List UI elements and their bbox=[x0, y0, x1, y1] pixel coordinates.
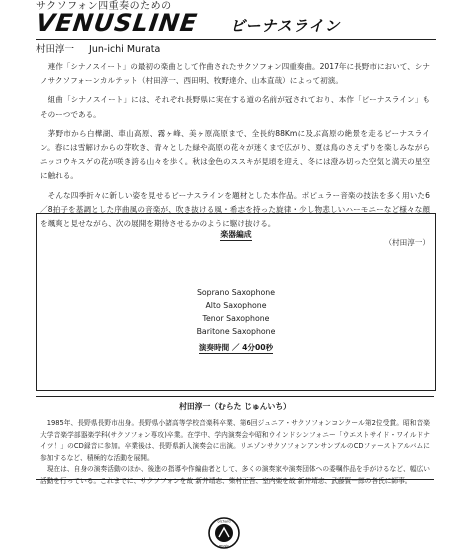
bio-paragraph: 現在は、自身の演奏活動のほか、後進の指導や作編曲者として、多くの演奏家や演奏団体への委嘱作品を手がけるなど、幅広い活動を行っている。これまでに、サクソフォンを故 新井靖志、柴村正吾、室内楽を故 新井靖志、武藤賢一郎の各氏に師事。 bbox=[40, 465, 430, 485]
instrument-item: Soprano Saxophone bbox=[196, 288, 276, 297]
composer-name-ja: 村田淳一 bbox=[36, 44, 75, 55]
title-row bbox=[36, 10, 436, 36]
composer-bio bbox=[36, 396, 434, 485]
brand-title-kana: ビーナスライン bbox=[230, 17, 341, 35]
notes-paragraph: そんな四季折々に新しい姿を見せるビーナスラインを題材とした本作品。ポピュラー音楽の技法を多く用いた6／8拍子を基調とした序曲風の音楽が、吹き抜ける風・希志を持った旋律・少し物悲しいハーモニーなど様々な顔を颯爽と見せながら、次の展開を期待させるかのように駆け抜ける。 bbox=[40, 190, 430, 229]
instrument-item: Tenor Saxophone bbox=[202, 314, 270, 323]
instrumentation-box bbox=[36, 213, 436, 391]
bio-text bbox=[40, 418, 430, 488]
title-rule bbox=[36, 39, 436, 40]
brand-title: VENUSLINE bbox=[34, 9, 200, 37]
instrument-list bbox=[37, 286, 435, 338]
bio-paragraph: 1985年、長野県長野市出身。長野県小諸高等学校音楽科卒業、第6回ジュニア・サクソフォンコンクール第2位受賞。昭和音楽大学音楽学部器楽学科(サクソフォン専攻)卒業。在学中、学内演奏会や昭和ウインドシンフォニー「ウエストサイド・ワイルドナイツ！」のCD録音に参加。卒業後は、長野県新人演奏会に出演。リエゾンサクソフォンアンサンブルのCDファーストアルバムに参加するなど、積極的な活動を展開。 bbox=[40, 419, 430, 462]
logo-text-bottom: music bbox=[218, 544, 230, 548]
duration-label: 演奏時間 ／ 4分00秒 bbox=[198, 343, 274, 352]
instrument-item: Baritone Saxophone bbox=[196, 327, 276, 336]
header-subtitle: サクソフォン四重奏のための bbox=[36, 1, 172, 12]
instrumentation-heading: 楽器編成 bbox=[220, 230, 252, 239]
logo-text-top: orchard bbox=[217, 519, 231, 524]
instrument-item: Alto Saxophone bbox=[205, 301, 267, 310]
composer-line bbox=[36, 41, 172, 55]
composer-name-en: Jun-ichi Murata bbox=[89, 44, 161, 55]
notes-paragraph: 連作「シナノスイート」の最初の楽曲として作曲されたサクソフォン四重奏曲。2017年に長野市において、シナノサクソフォーンカルテット（村田淳一、西田明、牧野達介、山本直哉）によって初演。 bbox=[40, 62, 430, 86]
bio-heading: 村田淳一（むらた じゅんいち） bbox=[179, 402, 291, 411]
publisher-logo-icon bbox=[208, 517, 240, 549]
notes-paragraph: 組曲「シナノスイート」には、それぞれ長野県に実在する道の名前が冠されており、本作「ビーナスライン」もそのーつである。 bbox=[40, 95, 430, 119]
notes-paragraph: 茅野市から白樺湖、車山高原、霧ヶ峰、美ヶ原高原まで、全長約88Kmに及ぶ高原の絶景を走るビーナスライン。春には雪解けからの芽吹き、青々とした緑や高原の花々が迷くまで広がり、夏は鳥のさえずりを楽しみながらニッコウキスゲの花が咲き誇る山々を歩く。秋は金色のススキが見頃を迎え、冬には澄み切った空気と満天の星空に触れる。 bbox=[40, 128, 430, 181]
notes-signature: （村田淳一） bbox=[384, 238, 430, 248]
